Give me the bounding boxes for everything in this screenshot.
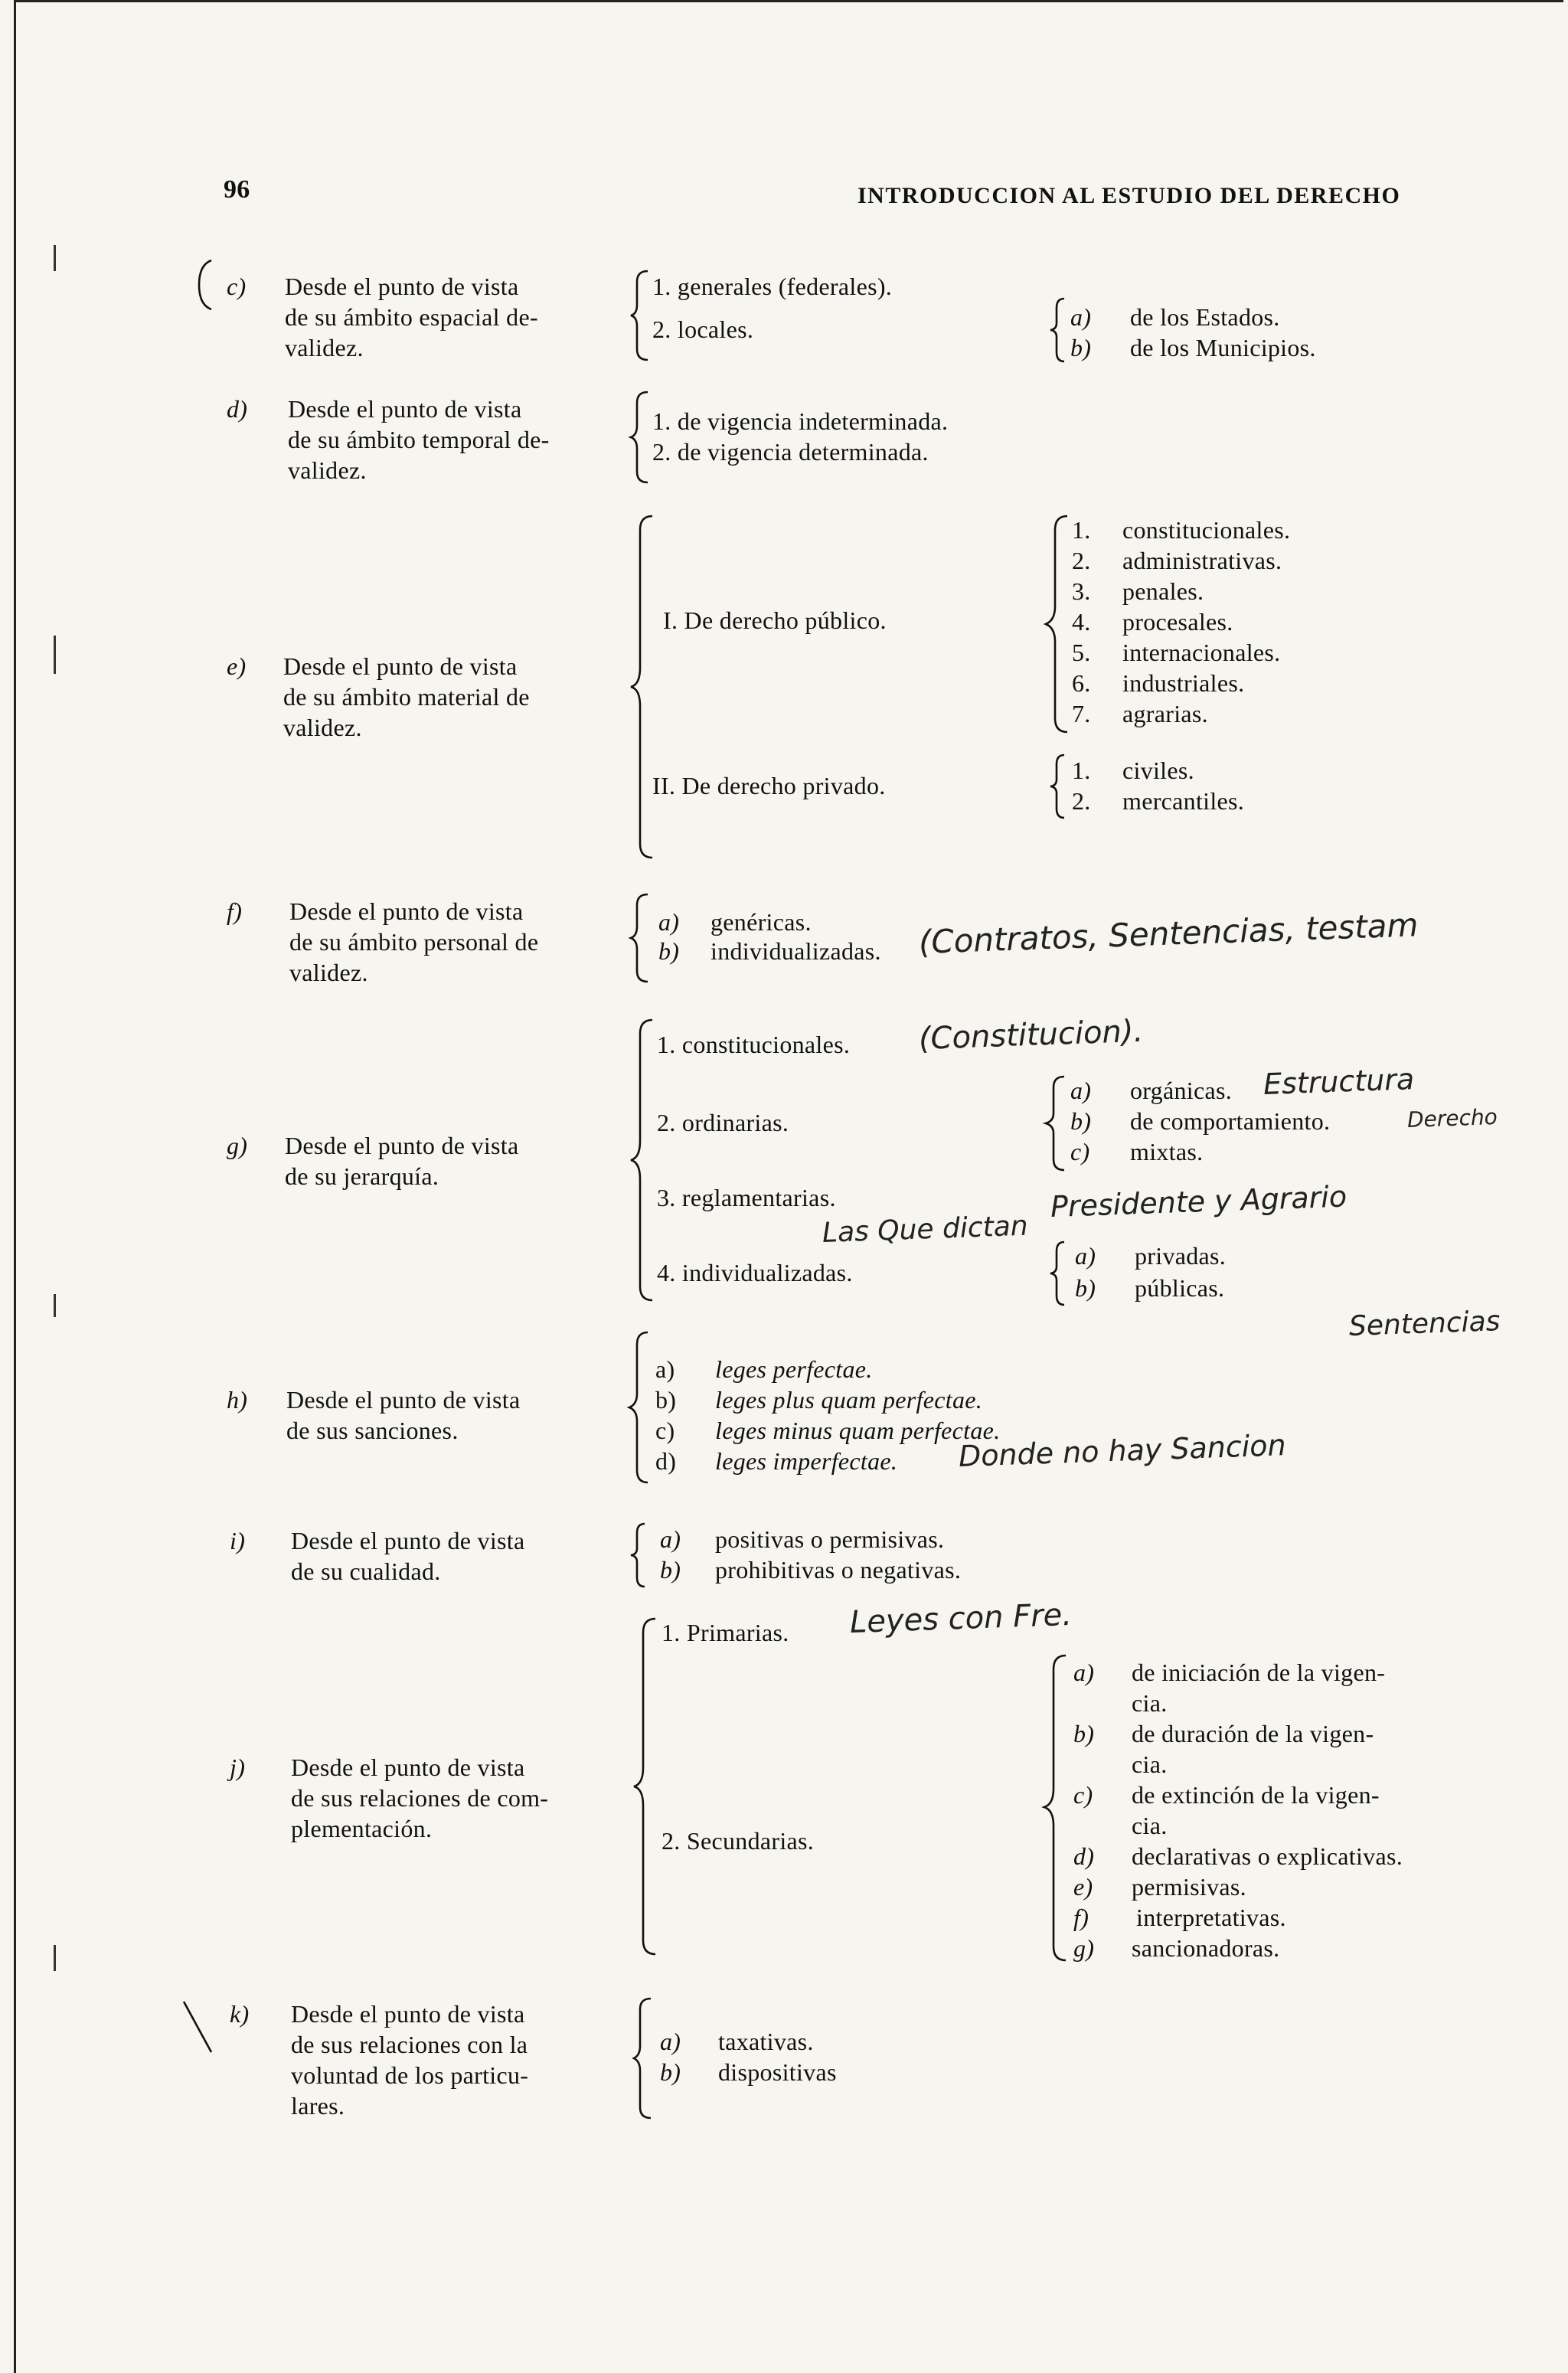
section-e-criterion: Desde el punto de vista (283, 652, 518, 680)
section-h-letter: c) (655, 1417, 675, 1444)
section-j-marker: j) (230, 1754, 246, 1781)
handwritten-note: Donde no hay Sancion (958, 1428, 1287, 1473)
section-g-individualizadas-item: privadas. (1135, 1242, 1227, 1270)
section-e-publico-num: 1. (1072, 516, 1091, 544)
section-e-publico-num: 4. (1072, 608, 1091, 636)
section-j-criterion: plementación. (291, 1815, 433, 1842)
section-e-criterion: validez. (283, 714, 362, 741)
section-c-item: 1. generales (federales). (652, 273, 893, 300)
section-e-privado-label: II. De derecho privado. (652, 772, 886, 799)
section-h-marker: h) (227, 1386, 248, 1414)
section-c-criterion: de su ámbito espacial de- (285, 303, 538, 331)
section-j-line: de extinción de la vigen- (1132, 1781, 1380, 1809)
section-f-letter: a) (658, 908, 680, 936)
section-e-publico-num: 6. (1072, 669, 1091, 697)
section-f-item: individualizadas. (710, 937, 881, 965)
section-e-publico-item: internacionales. (1122, 639, 1281, 666)
brace (628, 1331, 651, 1484)
section-e-privado-item: mercantiles. (1122, 787, 1245, 815)
section-i-letter: a) (660, 1525, 681, 1553)
brace (629, 391, 651, 484)
section-j-line: permisivas. (1132, 1873, 1246, 1901)
section-k-letter: a) (660, 2028, 681, 2055)
brace (1043, 1654, 1069, 1962)
section-g-ordinarias-item: de comportamiento. (1130, 1107, 1331, 1135)
section-h-criterion: de sus sanciones. (286, 1417, 459, 1444)
section-f-marker: f) (227, 897, 243, 925)
section-g-ordinarias-item: orgánicas. (1130, 1077, 1233, 1104)
section-e-publico-item: procesales. (1122, 608, 1233, 636)
section-g-individualizadas-item: públicas. (1135, 1274, 1225, 1302)
brace (1049, 753, 1067, 819)
section-j-letter: e) (1073, 1873, 1093, 1901)
margin-slash (181, 1999, 219, 2060)
section-i-criterion: de su cualidad. (291, 1557, 441, 1585)
section-g-ordinarias-letter: c) (1070, 1138, 1090, 1165)
section-j-letter: g) (1073, 1934, 1095, 1962)
section-k-marker: k) (230, 2000, 250, 2028)
section-g-ordinarias-letter: a) (1070, 1077, 1092, 1104)
section-j-line: cia. (1132, 1689, 1168, 1717)
margin-mark (54, 1294, 56, 1317)
section-d-marker: d) (227, 395, 248, 423)
section-g-marker: g) (227, 1132, 248, 1159)
handwritten-note: Leyes con Fre. (849, 1597, 1073, 1640)
section-j-secundarias: 2. Secundarias. (662, 1827, 815, 1855)
brace (1049, 1240, 1067, 1306)
section-j-line: de duración de la vigen- (1132, 1720, 1374, 1747)
section-j-primarias: 1. Primarias. (662, 1619, 789, 1646)
section-e-privado-num: 2. (1072, 787, 1091, 815)
section-g-criterion: Desde el punto de vista (285, 1132, 519, 1159)
section-e-publico-item: constitucionales. (1122, 516, 1291, 544)
brace (1049, 297, 1067, 363)
section-f-criterion: validez. (289, 959, 368, 986)
section-j-criterion: Desde el punto de vista (291, 1754, 525, 1781)
section-e-privado-num: 1. (1072, 757, 1091, 784)
section-h-criterion: Desde el punto de vista (286, 1386, 521, 1414)
brace (629, 515, 655, 859)
section-j-line: declarativas o explicativas. (1132, 1842, 1403, 1870)
section-i-letter: b) (660, 1556, 681, 1584)
section-j-line: de iniciación de la vigen- (1132, 1659, 1386, 1686)
brace (632, 1997, 654, 2120)
section-j-letter: b) (1073, 1720, 1095, 1747)
section-e-publico-item: industriales. (1122, 669, 1245, 697)
section-e-publico-num: 5. (1072, 639, 1091, 666)
section-c-sub-item: de los Municipios. (1130, 334, 1316, 361)
section-f-item: genéricas. (710, 908, 812, 936)
margin-mark (54, 636, 56, 674)
section-c-criterion: Desde el punto de vista (285, 273, 519, 300)
section-k-criterion: voluntad de los particu- (291, 2061, 529, 2089)
section-g-individualizadas-letter: b) (1075, 1274, 1096, 1302)
section-e-publico-num: 2. (1072, 547, 1091, 574)
section-g-item: 2. ordinarias. (657, 1109, 789, 1136)
brace (629, 1018, 655, 1302)
section-h-item: leges perfectae. (715, 1355, 873, 1383)
section-h-letter: b) (655, 1386, 677, 1414)
section-h-letter: d) (655, 1447, 677, 1475)
section-h-item: leges minus quam perfectae. (715, 1417, 1001, 1444)
section-g-item: 3. reglamentarias. (657, 1184, 836, 1211)
brace (629, 1522, 648, 1588)
section-g-individualizadas-letter: a) (1075, 1242, 1096, 1270)
section-g-criterion: de su jerarquía. (285, 1162, 439, 1190)
section-e-privado-item: civiles. (1122, 757, 1194, 784)
handwritten-note: Las Que dictan (822, 1210, 1029, 1249)
brace (629, 270, 651, 361)
margin-mark (54, 1945, 56, 1971)
section-h-item: leges imperfectae. (715, 1447, 898, 1475)
handwritten-note: Presidente y Agrario (1050, 1179, 1348, 1224)
section-e-criterion: de su ámbito material de (283, 683, 530, 711)
section-j-letter: a) (1073, 1659, 1095, 1686)
section-e-publico-item: penales. (1122, 577, 1204, 605)
section-k-criterion: Desde el punto de vista (291, 2000, 525, 2028)
section-j-criterion: de sus relaciones de com- (291, 1784, 549, 1812)
section-e-publico-item: agrarias. (1122, 700, 1208, 727)
section-h-letter: a) (655, 1355, 675, 1383)
running-head: INTRODUCCION AL ESTUDIO DEL DERECHO (858, 183, 1401, 208)
section-c-item: 2. locales. (652, 315, 754, 343)
margin-bracket (194, 259, 217, 312)
section-d-criterion: validez. (288, 456, 367, 484)
section-k-item: dispositivas (718, 2058, 837, 2086)
section-j-line: cia. (1132, 1750, 1168, 1778)
section-d-item: 2. de vigencia determinada. (652, 438, 929, 466)
handwritten-note: (Constitucion). (918, 1013, 1144, 1057)
handwritten-note: Derecho (1406, 1103, 1498, 1133)
section-j-line: interpretativas. (1136, 1904, 1286, 1931)
section-e-publico-item: administrativas. (1122, 547, 1282, 574)
brace (1044, 515, 1070, 734)
section-f-criterion: Desde el punto de vista (289, 897, 524, 925)
section-g-item: 4. individualizadas. (657, 1259, 853, 1286)
section-i-item: positivas o permisivas. (715, 1525, 945, 1553)
section-e-publico-num: 3. (1072, 577, 1091, 605)
section-k-criterion: de sus relaciones con la (291, 2031, 528, 2058)
section-j-line: cia. (1132, 1812, 1168, 1839)
section-i-marker: i) (230, 1527, 246, 1554)
section-e-marker: e) (227, 652, 247, 680)
section-i-criterion: Desde el punto de vista (291, 1527, 525, 1554)
page-number: 96 (224, 175, 250, 204)
section-j-letter: d) (1073, 1842, 1095, 1870)
section-c-sub-marker: a) (1070, 303, 1092, 331)
margin-mark (54, 245, 56, 271)
section-f-letter: b) (658, 937, 680, 965)
brace (632, 1617, 658, 1956)
handwritten-note: (Contratos, Sentencias, testam (918, 906, 1419, 961)
section-c-sub-marker: b) (1070, 334, 1092, 361)
section-d-criterion: de su ámbito temporal de- (288, 426, 550, 453)
section-k-criterion: lares. (291, 2092, 345, 2120)
section-k-letter: b) (660, 2058, 681, 2086)
section-i-item: prohibitivas o negativas. (715, 1556, 962, 1584)
section-j-letter: f) (1073, 1904, 1089, 1931)
section-h-item: leges plus quam perfectae. (715, 1386, 983, 1414)
section-c-criterion: validez. (285, 334, 364, 361)
section-e-publico-label: I. De derecho público. (663, 606, 887, 634)
section-e-publico-num: 7. (1072, 700, 1091, 727)
brace (629, 893, 651, 983)
section-j-letter: c) (1073, 1781, 1093, 1809)
section-g-ordinarias-letter: b) (1070, 1107, 1092, 1135)
section-k-item: taxativas. (718, 2028, 814, 2055)
section-f-criterion: de su ámbito personal de (289, 928, 539, 956)
brace (1044, 1075, 1067, 1172)
handwritten-note: Estructura (1263, 1062, 1415, 1101)
section-d-criterion: Desde el punto de vista (288, 395, 522, 423)
section-d-item: 1. de vigencia indeterminada. (652, 407, 949, 435)
section-c-marker: c) (227, 273, 247, 300)
section-g-ordinarias-item: mixtas. (1130, 1138, 1204, 1165)
section-g-item: 1. constitucionales. (657, 1031, 851, 1058)
handwritten-note: Sentencias (1348, 1306, 1501, 1342)
section-c-sub-item: de los Estados. (1130, 303, 1280, 331)
section-j-line: sancionadoras. (1132, 1934, 1280, 1962)
